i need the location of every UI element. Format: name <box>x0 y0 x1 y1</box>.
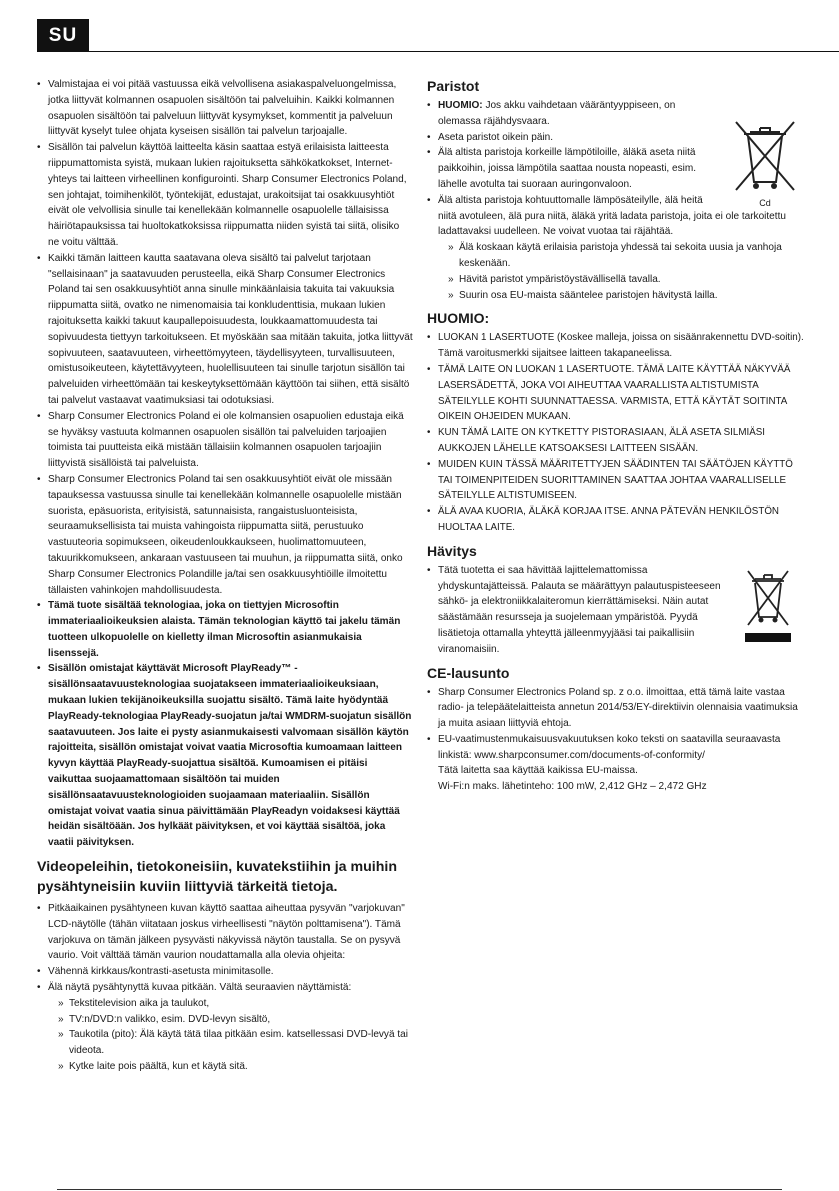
list-item: • Tämä tuote sisältää teknologiaa, joka on tiettyjen Microsoftin immateriaalioikeuksien alaista. Tämän teknologian käyttö tai jakelu tämän tuotteen ulkopuolelle on kielletty ilman Microsoftin asianmukaisia lisenssejä. <box>37 598 413 661</box>
list-item: • Sharp Consumer Electronics Poland ei ole kolmansien osapuolien edustaja eikä se hyväksy vastuuta kolmannen osapuolen sisällön tai palveluiden tarjoajien toimista tai puutteista eikä mistään tällaisiin kolmannen osapuolen tarjoajiin liittyvistä sisällöistä tai palveluista. <box>37 409 413 472</box>
list-item: • EU-vaatimustenmukaisuusvakuutuksen koko teksti on saatavilla seuraavasta linkistä: www.sharpconsumer.com/documents-of-conformity/ <box>427 732 807 764</box>
paristot-sublist <box>427 240 807 303</box>
list-item: • Sharp Consumer Electronics Poland sp. z o.o. ilmoittaa, että tämä laite vastaa radio- ja telepäätelaitteista annetun 2014/53/EY-direktiivin olennaisia vaatimuksia ja muita asiaan liittyviä ehtoja. <box>427 685 807 732</box>
list-item: • KUN TÄMÄ LAITE ON KYTKETTY PISTORASIAAN, ÄLÄ ASETA SILMIÄSI AUKKOJEN LÄHELLE KATSOAKSESI LAITTEEN SISÄÄN. <box>427 425 807 457</box>
video-heading: Videopeleihin, tietokoneisiin, kuvatekstiihin ja muihin pysähtyneisiin kuviin liittyviä tärkeitä tietoja. <box>37 859 398 895</box>
list-item: • Tätä tuotetta ei saa hävittää lajittelemattomissa yhdyskuntajätteissä. Palauta se määrättyyn palautuspisteeseen sähkö- ja elektroniikkalaiteromun kierrättämiseksi. Näin autat säästämään resursseja ja suojelemaan ympäristöä. Pyydä lisätietoja ottamalla yhteyttä jälleenmyyjääsi tai paikallisiin viranomaisiin. <box>427 563 807 658</box>
warning-text: Jos akku vaihdetaan vääräntyyppiseen, on olemassa räjähdysvaara. <box>438 100 676 127</box>
cd-label: Cd <box>759 197 771 208</box>
list-item: » TV:n/DVD:n valikko, esim. DVD-levyn sisältö, <box>37 1012 413 1028</box>
video-list <box>37 901 413 996</box>
ce-eu-use: Tätä laitetta saa käyttää kaikissa EU-maissa. <box>438 765 638 777</box>
ce-wifi-power: Wi-Fi:n maks. lähetinteho: 100 mW, 2,412 GHz – 2,472 GHz <box>438 781 707 793</box>
huomio-heading: HUOMIO: <box>427 310 490 327</box>
top-rule <box>37 51 839 52</box>
left-column <box>37 77 413 1075</box>
list-item: • Valmistajaa ei voi pitää vastuussa eikä velvollisena asiakaspalveluongelmissa, jotka liittyvät kolmannen osapuolen sisältöön tai palveluihin. Kaikki kolmannen osapuolen sisältöön tai palveluun liittyvät kysymykset, kommentit ja palveluun liittyvät kyselyt tulee ohjata kyseisen sisällön tai palvelun tarjoajalle. <box>37 77 413 140</box>
list-item: • Pitkäaikainen pysähtyneen kuvan käyttö saattaa aiheuttaa pysyvän "varjokuvan" LCD-näytölle (tähän viitataan joskus virheellisesti "näytön polttamisena"). Tämä varjokuva on tämän jälkeen pysyvästi näkyvissä näytön taustalla. Se on pysyvä vaurio. Voit välttää tämän vaurion noudattamalla alla olevia ohjeita: <box>37 901 413 964</box>
list-item: • Älä altista paristoja korkeille lämpötiloille, äläkä aseta niitä paikkoihin, joissa lämpötila saattaa nousta nopeasti, esim. lähelle avotulta tai suoraan auringonvaloon. <box>427 145 807 192</box>
list-item: • Aseta paristot oikein päin. <box>427 130 807 146</box>
list-item: • Älä näytä pysähtynyttä kuvaa pitkään. Vältä seuraavien näyttämistä: <box>37 980 413 996</box>
list-item: • Älä altista paristoja kohtuuttomalle lämpösäteilylle, älä heitä niitä avotuleen, älä pura niitä, äläkä yritä ladata paristoja, joita ei ole tarkoitettu ladattavaksi uudelleen. Ne voivat vuotaa tai räjähtää. <box>427 193 807 240</box>
list-item: • ÄLÄ AVAA KUORIA, ÄLÄKÄ KORJAA ITSE. ANNA PÄTEVÄN HENKILÖSTÖN HUOLTAA LAITE. <box>427 504 807 536</box>
paristot-list <box>427 98 807 240</box>
list-item: » Tekstitelevision aika ja taulukot, <box>37 996 413 1012</box>
huomio-list <box>427 330 807 535</box>
list-item: » Älä koskaan käytä erilaisia paristoja yhdessä tai sekoita uusia ja vanhoja keskenään. <box>427 240 807 272</box>
video-sublist <box>37 996 413 1075</box>
language-badge: SU <box>37 19 89 52</box>
list-item: • Kaikki tämän laitteen kautta saatavana oleva sisältö tai palvelut tarjotaan "sellaisinaan" ja saatavuuden perusteella, eikä Sharp Consumer Electronics Poland tai sen osakkuusyhtiöt anna sinulle minkäänlaisia takuita tai vakuuksia riippumatta siitä, ovatko ne nimenomaisia tai konkludenttisia, mukaan lukien rajoituksetta kaikki takuut kaupallepoisuudesta, loukkaamattomuudesta tai sopivuudesta tiettyyn tarkoitukseen. Et myöskään saa mitään takuita, jotka liittyvät sopivuuteen, saatavuuteen, virheettömyyteen, täydellisyyteen, turvallisuuteen, omistusoikeuteen, käytettävyyteen, huolellisuuteen tai sinulle tarjotun sisällön tai palveluiden virheettömään tai keskeytyksettömään käyttöön tai siihen, että sisältö tai palvelut vastaavat vaatimuksiasi tai odotuksiasi. <box>37 251 413 409</box>
disclaimer-list <box>37 77 413 851</box>
bottom-rule <box>57 1189 782 1190</box>
list-item: » Hävitä paristot ympäristöystävällisellä tavalla. <box>427 272 807 288</box>
list-item: • Vähennä kirkkaus/kontrasti-asetusta minimitasolle. <box>37 964 413 980</box>
list-item: • Sisällön omistajat käyttävät Microsoft PlayReady™ -sisällönsaatavuusteknologiaa suojatakseen immateriaalioikeuksiaan, mukaan lukien tekijänoikeuksilla suojattu sisältö. Tämä laite hyödyntää PlayReady-teknologiaa PlayReady-suojatun ja/tai WMDRM-suojatun sisällön saatavuuteen. Jos laite ei pysty asianmukaisesti valvomaan sisällön käytön rajoitteita, sisällön omistajat voivat vaatia Microsoftia kumoamaan laitteen kyvyn käyttää PlayReady-suojattua sisältöä. Kumoamisen ei pitäisi vaikuttaa suojaamattomaan sisältöön tai muiden sisällönsaatavuusteknologioiden suojaamaan materiaaliin. Sisällön omistajat voivat vaatia sinua päivittämään PlayReadyn voidaksesi käyttää heidän sisältöään. Jos hylkäät päivityksen, et voi käyttää sisältöä, joka vaatii päivityksen. <box>37 661 413 851</box>
list-item: » Taukotila (pito): Älä käytä tätä tilaa pitkään esim. katsellessasi DVD-levyä tai videota. <box>37 1027 413 1059</box>
list-item <box>427 98 807 130</box>
ce-heading: CE-lausunto <box>427 664 510 681</box>
ce-list <box>427 685 807 764</box>
list-item: • Sharp Consumer Electronics Poland tai sen osakkuusyhtiöt eivät ole missään tapauksessa vastuussa sinulle tai kenellekään kolmannelle osapuolelle mistään suorista, epäsuorista, erityisistä, satunnaisista, rangaistusluonteisista, seuraamuksellisista tai muista vahingoista riippumatta siitä, perustuuko vastuuteoria sopimukseen, oikeudenloukkaukseen, huolimattomuuteen, takuurikkomukseen, ankaraan vastuuseen tai muuhun, ja riippumatta siitä, onko Sharp Consumer Electronics Polandille ja/tai sen osakkuusyhtiöille ilmoitettu tällaisten vahinkojen mahdollisuudesta. <box>37 472 413 598</box>
list-item: • LUOKAN 1 LASERTUOTE (Koskee malleja, joissa on sisäänrakennettu DVD-soitin). Tämä varoitusmerkki sijaitsee laitteen takapaneelissa. <box>427 330 807 362</box>
list-item: » Suurin osa EU-maista sääntelee paristojen hävitystä lailla. <box>427 288 807 304</box>
paristot-heading: Paristot <box>427 78 480 94</box>
list-item: • Sisällön tai palvelun käyttöä laitteelta käsin saattaa estyä erilaisista laitteesta riippumattomista syistä, mukaan lukien rajoituksetta sähkökatkokset, Internet-yhteys tai laitteen virheellinen konfigurointi. Sharp Consumer Electronics Poland, sen johtajat, toimihenkilöt, työntekijät, edustajat, urakoitsijat tai osakkuusyhtiöt eivät ole velvollisia sinulle tai kenellekään kolmannelle osapuolelle tällaisissa häiriötapauksissa tai huoltokatkoksissa riippumatta niiden syistä tai siitä, olisiko ne voitu välttää. <box>37 140 413 251</box>
warning-label: HUOMIO: <box>438 100 483 111</box>
havitys-list <box>427 563 807 658</box>
list-item: • TÄMÄ LAITE ON LUOKAN 1 LASERTUOTE. TÄMÄ LAITE KÄYTTÄÄ NÄKYVÄÄ LASERSÄDETTÄ, JOKA VOI AIHEUTTAA VAARALLISTA ALTISTUMISTA SÄTEILYLLE KOHTI SUUNNATTAESSA. VARMISTA, ETTÄ KÄYTÄT SOITINTA OIKEIN OHJEIDEN MUKAAN. <box>427 362 807 425</box>
list-item: • MUIDEN KUIN TÄSSÄ MÄÄRITETTYJEN SÄÄDINTEN TAI SÄÄTÖJEN KÄYTTÖ TAI TOIMENPITEIDEN SUORITTAMINEN SAATTAA JOHTAA VAARALLISELLE SÄTEILYLLE ALTISTUMISEEN. <box>427 457 807 504</box>
list-item: » Kytke laite pois päältä, kun et käytä sitä. <box>37 1059 413 1075</box>
right-column <box>427 77 807 795</box>
havitys-heading: Hävitys <box>427 542 477 559</box>
